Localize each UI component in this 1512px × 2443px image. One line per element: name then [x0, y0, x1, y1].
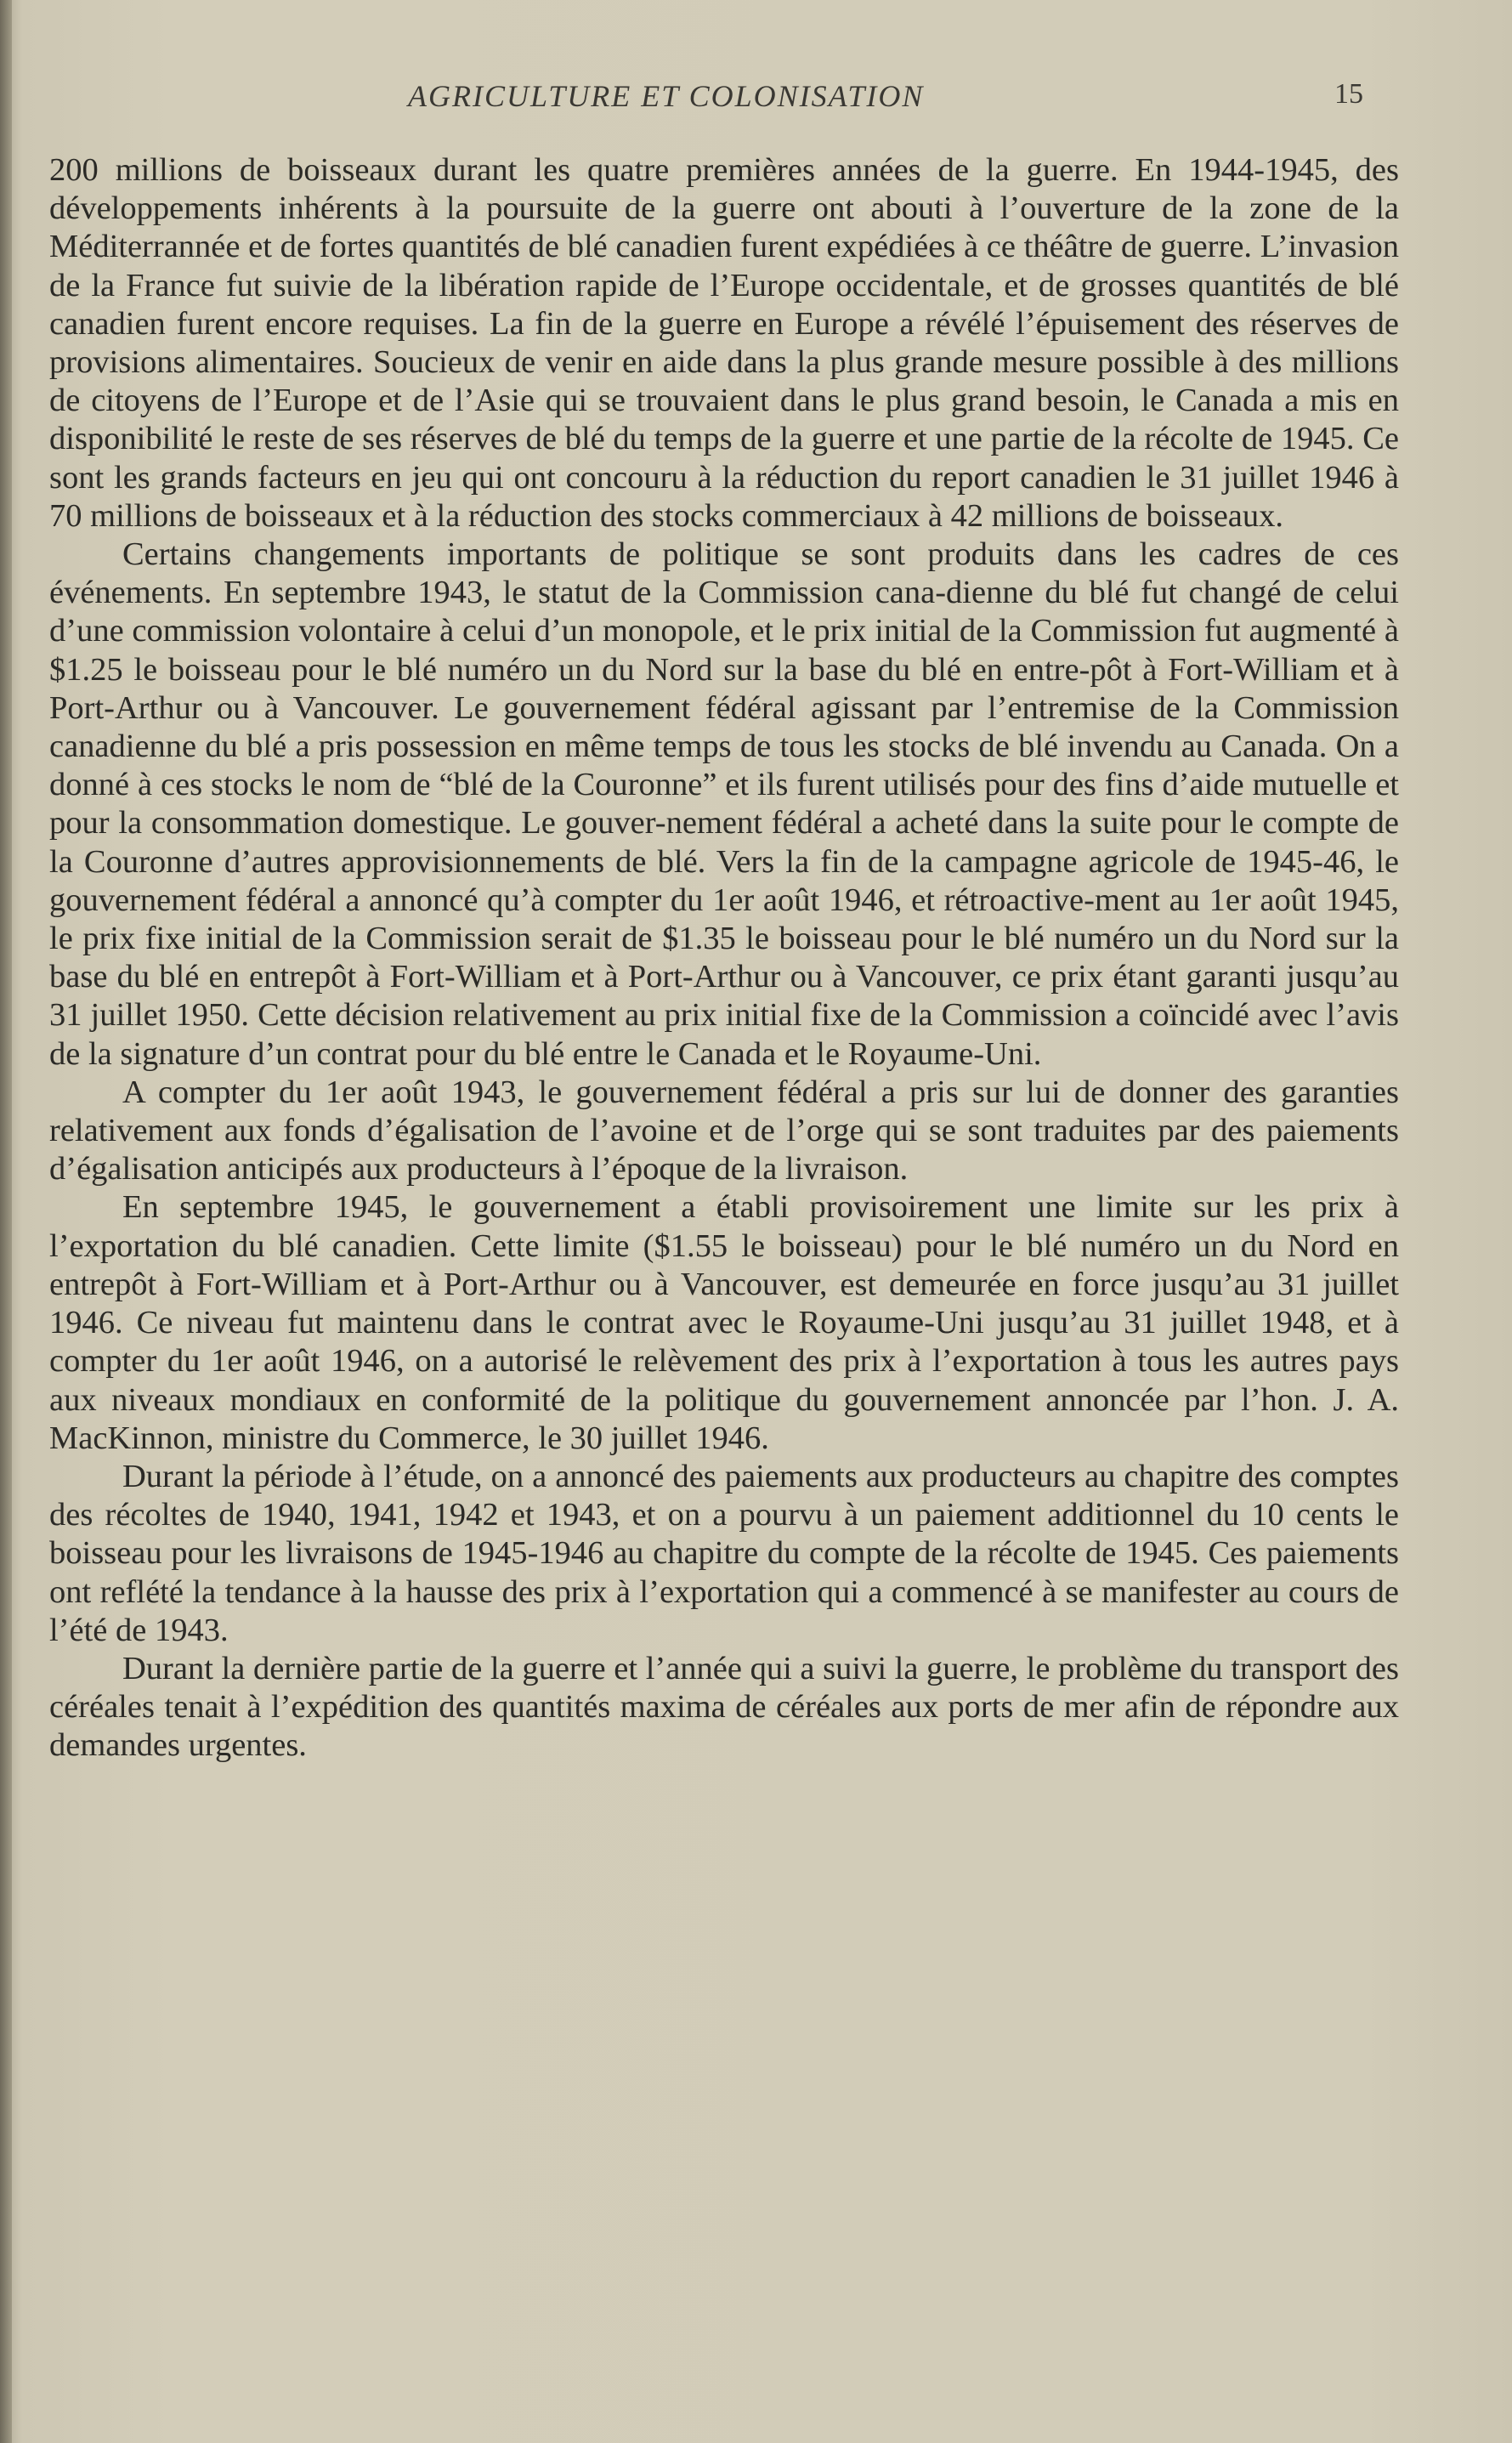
paragraph-policy-changes: Certains changements importants de politique se sont produits dans les cadres de ces événements. En septembre 1943, le statut de la Commission cana-dienne du blé fut changé de celui d’une commission volontaire à celui d’un monopole, et le prix initial de la Commission fut augmenté à $1.25 le boisseau pour le blé numéro un du Nord sur la base du blé en entre-pôt à Fort-William et à Port-Arthur ou à Vancouver. Le gouvernement fédéral agissant par l’entremise de la Commission canadienne du blé a pris possession en même temps de tous les stocks de blé invendu au Canada. On a donné à ces stocks le nom de “blé de la Couronne” et ils furent utilisés pour des fins d’aide mutuelle et pour la consommation domestique. Le gouver-nement fédéral a acheté dans la suite pour le compte de la Couronne d’autres approvisionnements de blé. Vers la fin de la campagne agricole de 1945-46, le gouvernement fédéral a annoncé qu’à compter du 1er août 1946, et rétroactive-ment au 1er août 1945, le prix fixe initial de la Commission serait de $1.35 le boisseau pour le blé numéro un du Nord sur la base du blé en entrepôt à Fort-William et à Port-Arthur ou à Vancouver, ce prix étant garanti jusqu’au 31 juillet 1950. Cette décision relativement au prix initial fixe de la Commission a coïncidé avec l’avis de la signature d’un contrat pour du blé entre le Canada et le Royaume-Uni.	[49, 536, 1399, 1072]
paragraph-continuation: 200 millions de boisseaux durant les quatre premières années de la guerre. En 1944-1945, des développements inhérents à la poursuite de la guerre ont abouti à l’ouverture de la zone de la Méditerrannée et de fortes quantités de blé canadien furent expédiées à ce théâtre de guerre. L’invasion de la France fut suivie de la libération rapide de l’Europe occidentale, et de grosses quantités de blé canadien furent encore requises. La fin de la guerre en Europe a révélé l’épuisement des réserves de provisions alimentaires. Soucieux de venir en aide dans la plus grande mesure possible à des millions de citoyens de l’Europe et de l’Asie qui se trouvaient dans le plus grand besoin, le Canada a mis en disponibilité le reste de ses réserves de blé du temps de la guerre et une partie de la récolte de 1945. Ce sont les grands facteurs en jeu qui ont concouru à la réduction du report canadien le 31 juillet 1946 à 70 millions de boisseaux et à la réduction des stocks commerciaux à 42 millions de boisseaux.	[49, 152, 1399, 534]
paragraph-equalization-funds: A compter du 1er août 1943, le gouvernement fédéral a pris sur lui de donner des garanties relativement aux fonds d’égalisation de l’avoine et de l’orge qui se sont traduites par des paiements d’égalisation anticipés aux producteurs à l’époque de la livraison.	[49, 1074, 1399, 1187]
paragraph-producer-payments: Durant la période à l’étude, on a annoncé des paiements aux producteurs au chapitre des comptes des récoltes de 1940, 1941, 1942 et 1943, et on a pourvu à un paiement additionnel du 10 cents le boisseau pour les livraisons de 1945-1946 au chapitre du compte de la récolte de 1945. Ces paiements ont reflété la tendance à la hausse des prix à l’exportation qui a commencé à se manifester au cours de l’été de 1943.	[49, 1458, 1399, 1648]
body-text	[49, 151, 1399, 1766]
binding-edge	[0, 0, 12, 2443]
page-number: 15	[1334, 78, 1363, 110]
paragraph-export-price-limit: En septembre 1945, le gouvernement a établi provisoirement une limite sur les prix à l’exportation du blé canadien. Cette limite ($1.55 le boisseau) pour le blé numéro un du Nord en entrepôt à Fort-William et à Port-Arthur ou à Vancouver, est demeurée en force jusqu’au 31 juillet 1946. Ce niveau fut maintenu dans le contrat avec le Royaume-Uni jusqu’au 31 juillet 1948, et à compter du 1er août 1946, on a autorisé le relèvement des prix à l’exportation à tous les autres pays aux niveaux mondiaux en conformité de la politique du gouvernement annoncée par l’hon. J. A. MacKinnon, ministre du Commerce, le 30 juillet 1946.	[49, 1189, 1399, 1456]
running-head: AGRICULTURE ET COLONISATION	[408, 79, 925, 113]
paragraph-grain-transport: Durant la dernière partie de la guerre et l’année qui a suivi la guerre, le problème du transport des céréales tenait à l’expédition des quantités maxima de céréales aux ports de mer afin de répondre aux demandes urgentes.	[49, 1650, 1399, 1764]
